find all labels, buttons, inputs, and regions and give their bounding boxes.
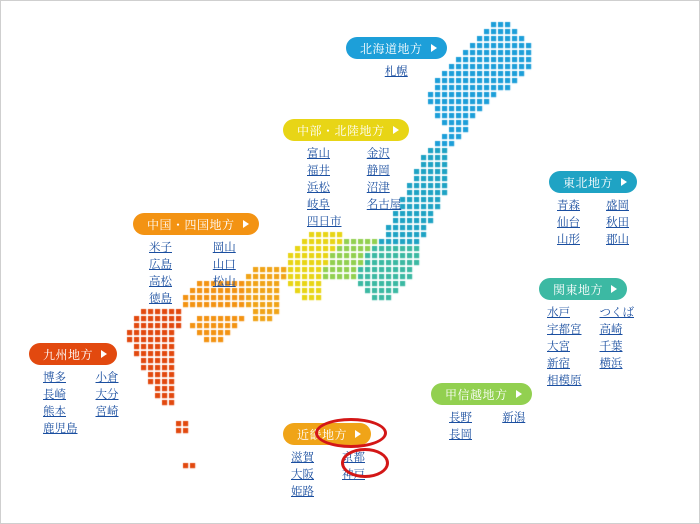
region-pill-kinki[interactable] — [283, 423, 371, 445]
city-link-aomori[interactable]: 青森 — [557, 200, 580, 212]
city-list-kanto — [547, 306, 634, 389]
city-link-nagano[interactable]: 長野 — [449, 412, 472, 424]
city-list-koshinetsu — [449, 411, 532, 443]
region-group-hokkaido — [346, 37, 447, 80]
city-link-nagoya[interactable]: 名古屋 — [366, 199, 402, 211]
city-link-kanazawa[interactable]: 金沢 — [366, 148, 390, 160]
region-label: 北海道地方 — [360, 41, 423, 56]
city-list-chubu-hokuriku — [307, 147, 409, 230]
city-link-sagamihara[interactable]: 相模原 — [547, 375, 582, 387]
region-label: 近畿地方 — [297, 427, 348, 442]
city-link-tokushima[interactable]: 徳島 — [149, 293, 172, 305]
chevron-right-icon — [243, 220, 249, 228]
city-link-kyoto[interactable]: 京都 — [342, 452, 365, 464]
region-label: 中部・北陸地方 — [297, 123, 385, 138]
city-link-akita[interactable]: 秋田 — [606, 217, 629, 229]
region-group-chubu-hokuriku — [283, 119, 409, 230]
city-link-kobe[interactable]: 神戸 — [342, 469, 365, 481]
city-link-yamagata[interactable]: 山形 — [557, 234, 580, 246]
city-link-tsukuba[interactable]: つくば — [599, 307, 634, 319]
chevron-right-icon — [611, 285, 617, 293]
city-link-toyama[interactable]: 富山 — [307, 148, 330, 160]
city-link-oita[interactable]: 大分 — [95, 389, 119, 401]
city-link-numazu[interactable]: 沼津 — [366, 182, 390, 194]
city-list-chugoku-shikoku — [149, 241, 259, 307]
city-link-yamaguchi[interactable]: 山口 — [212, 259, 236, 271]
city-link-himeji[interactable]: 姫路 — [291, 486, 314, 498]
city-link-nagaoka[interactable]: 長岡 — [449, 429, 472, 441]
city-link-omiya[interactable]: 大宮 — [547, 341, 570, 353]
city-link-kumamoto[interactable]: 熊本 — [43, 406, 66, 418]
region-group-koshinetsu — [431, 383, 532, 443]
city-link-utsunomiya[interactable]: 宇都宮 — [547, 324, 582, 336]
chevron-right-icon — [101, 350, 107, 358]
city-link-shiga[interactable]: 滋賀 — [291, 452, 314, 464]
chevron-right-icon — [393, 126, 399, 134]
chevron-right-icon — [355, 430, 361, 438]
city-link-yokohama[interactable]: 横浜 — [599, 358, 623, 370]
city-list-kyushu — [43, 371, 119, 437]
city-link-yokkaichi[interactable]: 四日市 — [307, 216, 342, 228]
region-pill-koshinetsu[interactable] — [431, 383, 532, 405]
city-link-kagoshima[interactable]: 鹿児島 — [43, 423, 78, 435]
city-link-hiroshima[interactable]: 広島 — [149, 259, 172, 271]
region-group-kinki — [283, 423, 371, 500]
city-link-sendai[interactable]: 仙台 — [557, 217, 580, 229]
region-label: 関東地方 — [553, 282, 604, 297]
city-link-koriyama[interactable]: 郡山 — [606, 234, 629, 246]
city-list-tohoku — [557, 199, 637, 248]
region-group-tohoku — [549, 171, 637, 248]
city-link-mito[interactable]: 水戸 — [547, 307, 570, 319]
city-link-hakata[interactable]: 博多 — [43, 372, 66, 384]
city-link-shinjuku[interactable]: 新宿 — [547, 358, 570, 370]
city-link-chiba[interactable]: 千葉 — [599, 341, 623, 353]
city-link-morioka[interactable]: 盛岡 — [606, 200, 629, 212]
region-pill-chugoku-shikoku[interactable] — [133, 213, 259, 235]
region-pill-kanto[interactable] — [539, 278, 627, 300]
city-link-okayama[interactable]: 岡山 — [212, 242, 236, 254]
city-list-kinki — [291, 451, 371, 500]
region-group-kanto — [539, 278, 634, 389]
city-link-matsuyama[interactable]: 松山 — [212, 276, 236, 288]
city-link-hamamatsu[interactable]: 浜松 — [307, 182, 330, 194]
city-link-gifu[interactable]: 岐阜 — [307, 199, 330, 211]
region-label: 甲信越地方 — [445, 387, 508, 402]
city-link-takasaki[interactable]: 高崎 — [599, 324, 623, 336]
region-pill-tohoku[interactable] — [549, 171, 637, 193]
city-link-fukui[interactable]: 福井 — [307, 165, 330, 177]
city-link-yonago[interactable]: 米子 — [149, 242, 172, 254]
chevron-right-icon — [431, 44, 437, 52]
city-link-kokura[interactable]: 小倉 — [95, 372, 119, 384]
region-group-chugoku-shikoku — [133, 213, 259, 307]
city-link-sapporo[interactable]: 札幌 — [384, 66, 408, 78]
city-link-nagasaki[interactable]: 長崎 — [43, 389, 66, 401]
chevron-right-icon — [516, 390, 522, 398]
region-label: 中国・四国地方 — [147, 217, 235, 232]
region-label: 東北地方 — [563, 175, 614, 190]
region-pill-hokkaido[interactable] — [346, 37, 447, 59]
region-group-kyushu — [29, 343, 119, 437]
city-link-osaka[interactable]: 大阪 — [291, 469, 314, 481]
city-link-takamatsu[interactable]: 高松 — [149, 276, 172, 288]
region-label: 九州地方 — [43, 347, 94, 362]
city-list-hokkaido — [346, 65, 447, 80]
chevron-right-icon — [621, 178, 627, 186]
city-link-shizuoka[interactable]: 静岡 — [366, 165, 390, 177]
region-pill-kyushu[interactable] — [29, 343, 117, 365]
city-link-niigata[interactable]: 新潟 — [502, 412, 526, 424]
city-link-miyazaki[interactable]: 宮崎 — [95, 406, 119, 418]
region-pill-chubu-hokuriku[interactable] — [283, 119, 409, 141]
